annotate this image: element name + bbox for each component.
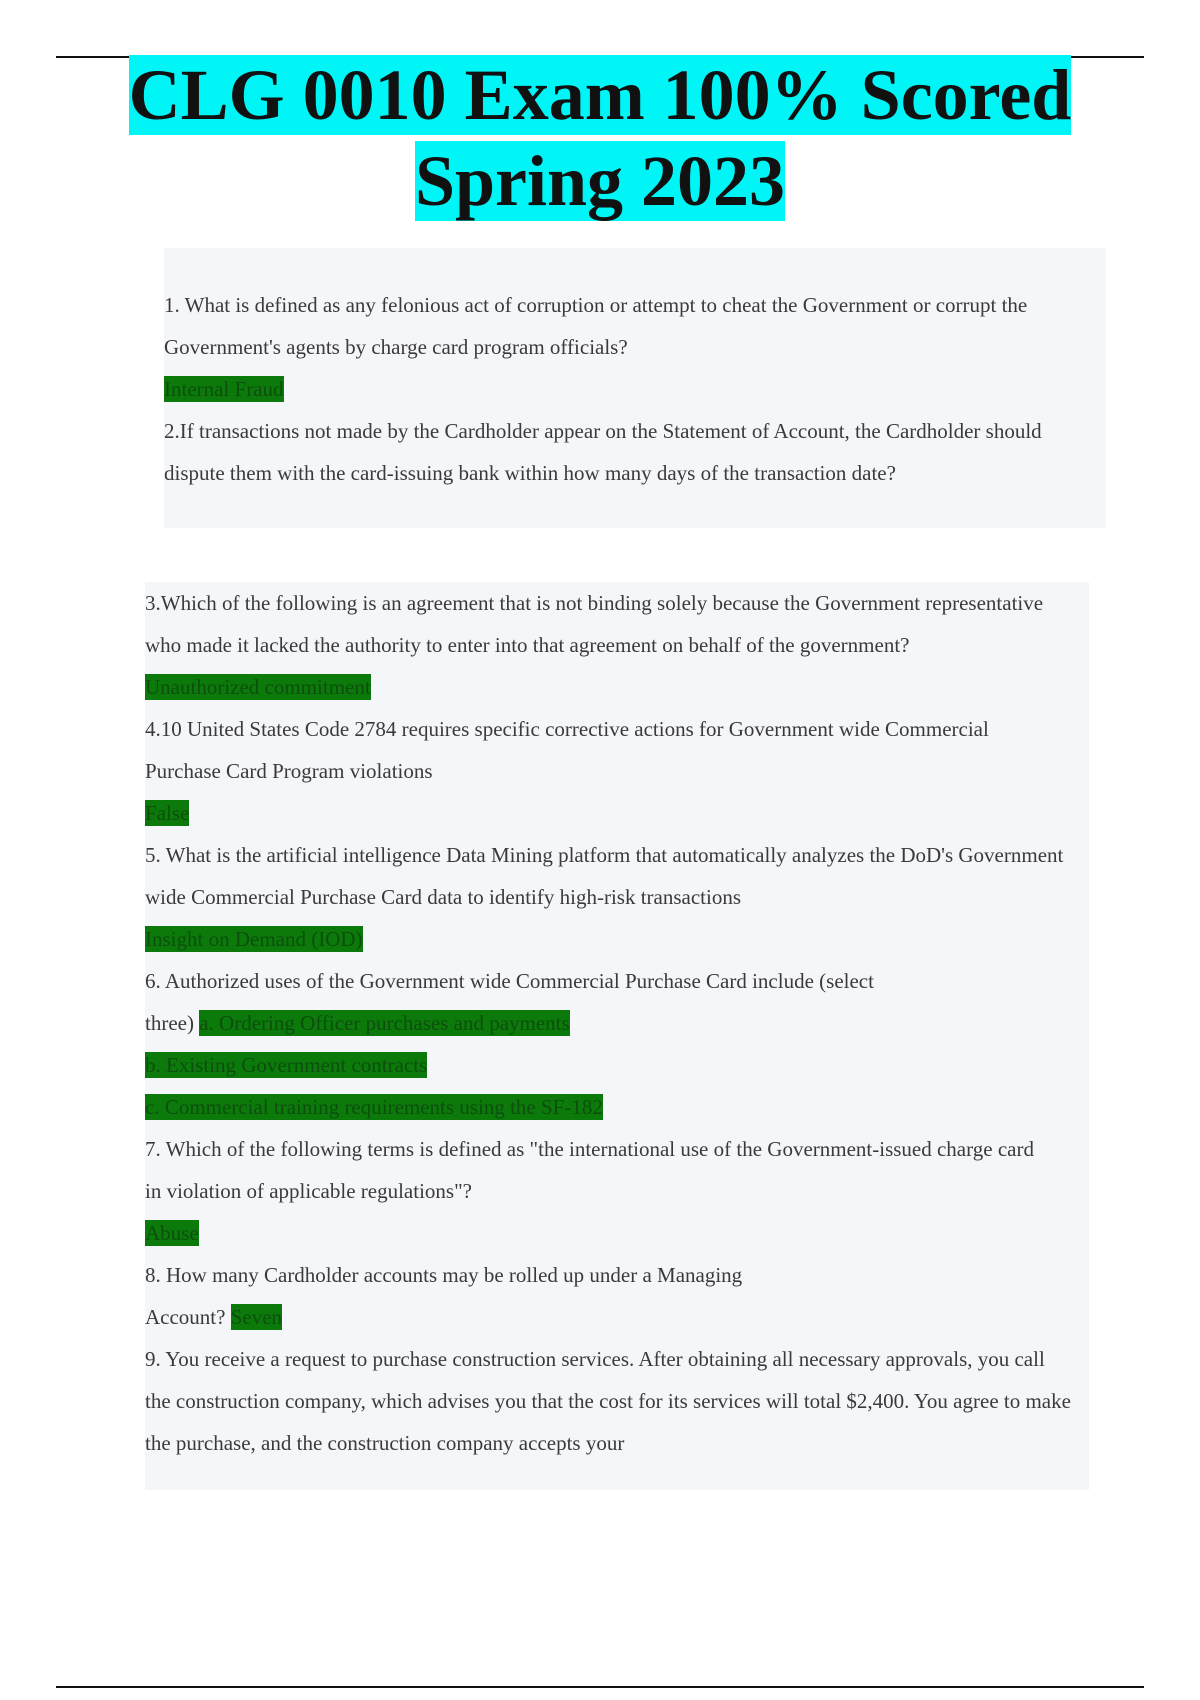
question-8-text: 8. How many Cardholder accounts may be rolled up under a Managing	[145, 1263, 743, 1287]
question-3: 3.Which of the following is an agreement that is not binding solely because the Government representative who made it lacked the authority to enter into that agreement on behalf of the government?	[145, 591, 1044, 657]
question-8	[145, 1254, 1089, 1338]
answer-5: Insight on Demand (IOD)	[145, 927, 363, 951]
answer-1: Internal Fraud	[164, 377, 284, 401]
question-6-text: 6. Authorized uses of the Government wide Commercial Purchase Card include (select	[145, 969, 874, 993]
question-4: 4.10 United States Code 2784 requires specific corrective actions for Government wide Commercial Purchase Card Program violations	[145, 717, 989, 783]
question-panel-2	[145, 582, 1089, 1490]
question-6	[145, 960, 1089, 1128]
question-5: 5. What is the artificial intelligence Data Mining platform that automatically analyzes the DoD's Government wide Commercial Purchase Card data to identify high-risk transactions	[145, 843, 1064, 909]
answer-8: Seven	[230, 1305, 283, 1329]
question-2: 2.If transactions not made by the Cardholder appear on the Statement of Account, the Cardholder should dispute them with the card-issuing bank within how many days of the transaction date?	[164, 419, 1042, 485]
question-panel-1	[164, 248, 1106, 528]
answer-6c: c. Commercial training requirements using the SF-182	[145, 1095, 603, 1119]
document-title	[0, 52, 1200, 224]
answer-3: Unauthorized commitment	[145, 675, 371, 699]
question-7: 7. Which of the following terms is defined as "the international use of the Government-issued charge card in violation of applicable regulations"?	[145, 1137, 1034, 1203]
title-line-1: CLG 0010 Exam 100% Scored	[128, 55, 1072, 135]
answer-6a: a. Ordering Officer purchases and payments	[199, 1011, 570, 1035]
question-8-text-cont: Account?	[145, 1305, 226, 1329]
title-line-2: Spring 2023	[414, 141, 786, 221]
question-1: 1. What is defined as any felonious act of corruption or attempt to cheat the Government or corrupt the Government's agents by charge card program officials?	[164, 293, 1028, 359]
answer-6b: b. Existing Government contracts	[145, 1053, 428, 1077]
bottom-rule	[56, 1686, 1144, 1688]
answer-7: Abuse	[145, 1221, 199, 1245]
question-9: 9. You receive a request to purchase construction services. After obtaining all necessary approvals, you call the construction company, which advises you that the cost for its services will total $2,400. You agree to make the purchase, and the construction company accepts your	[145, 1347, 1071, 1455]
answer-4: False	[145, 801, 190, 825]
question-6-text-cont: three)	[145, 1011, 194, 1035]
